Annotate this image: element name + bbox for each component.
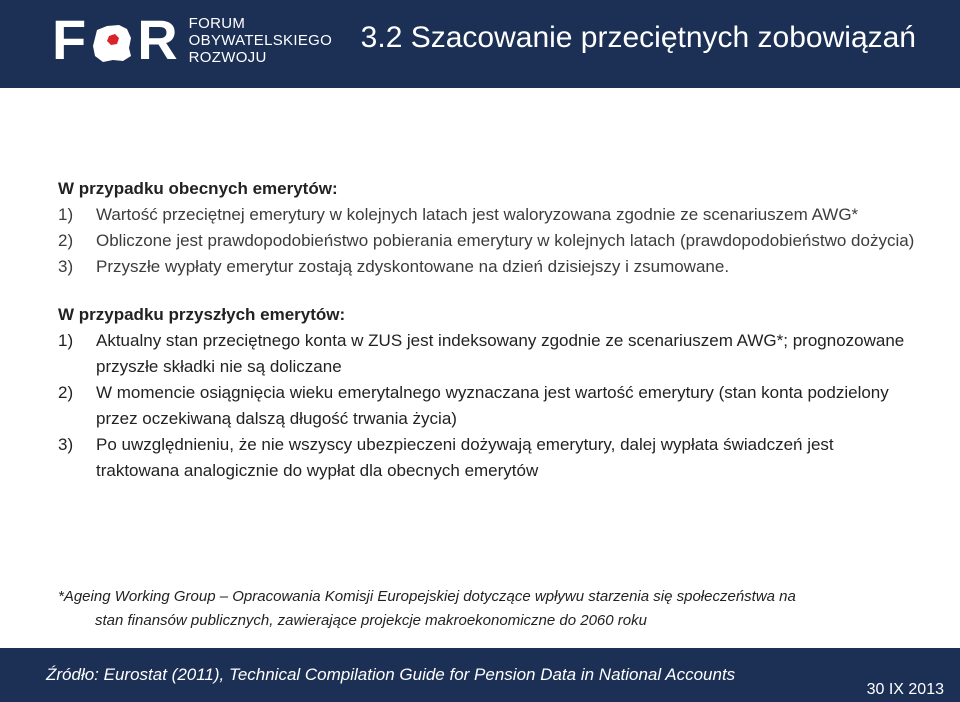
list-item: 2) W momencie osiągnięcia wieku emerytalnego wyznaczana jest wartość emerytury (stan konta podzielony przez oczekiwaną dalszą długość trwania życia) — [58, 383, 889, 428]
list-item: 3) Przyszłe wypłaty emerytur zostają zdyskontowane na dzień dzisiejszy i zsumowane. — [58, 257, 730, 276]
source-note: Źródło: Eurostat (2011), Technical Compilation Guide for Pension Data in National Accounts — [46, 665, 736, 684]
section-future-retirees — [58, 302, 918, 484]
list-item: 2) Obliczone jest prawdopodobieństwo pobierania emerytury w kolejnych latach (prawdopodobieństwo dożycia) — [58, 231, 915, 250]
slide-title: 3.2 Szacowanie przeciętnych zobowiązań — [360, 21, 916, 54]
logo-mark: F R — [52, 8, 179, 71]
logo-text: FORUM OBYWATELSKIEGO ROZWOJU — [188, 14, 333, 66]
section-heading: W przypadku przyszłych emerytów: — [58, 305, 346, 324]
footer-bar — [0, 648, 960, 702]
footnote-line-1: *Ageing Working Group – Opracowania Komisji Europejskiej dotyczące wpływu starzenia się społeczeństwa na — [58, 588, 796, 605]
section-current-retirees — [58, 176, 918, 280]
list-item: 1) Wartość przeciętnej emerytury w kolejnych latach jest waloryzowana zgodnie ze scenariuszem AWG* — [58, 205, 859, 224]
header-bar — [0, 0, 960, 88]
poland-map-icon — [89, 19, 135, 65]
footnote — [58, 585, 918, 633]
slide-date: 30 IX 2013 — [866, 681, 944, 698]
slide-content — [58, 176, 918, 484]
section-heading: W przypadku obecnych emerytów: — [58, 179, 338, 198]
list-item: 3) Po uwzględnieniu, że nie wszyscy ubezpieczeni dożywają emerytury, dalej wypłata świadczeń jest traktowana analogicznie do wypłat dla obecnych emerytów — [58, 435, 834, 480]
logo — [52, 8, 332, 72]
list-item: 1) Aktualny stan przeciętnego konta w ZUS jest indeksowany zgodnie ze scenariuszem AWG*; prognozowane przyszłe składki nie są doliczane — [58, 331, 905, 376]
footnote-line-2: stan finansów publicznych, zawierające projekcje makroekonomiczne do 2060 roku — [95, 612, 647, 629]
